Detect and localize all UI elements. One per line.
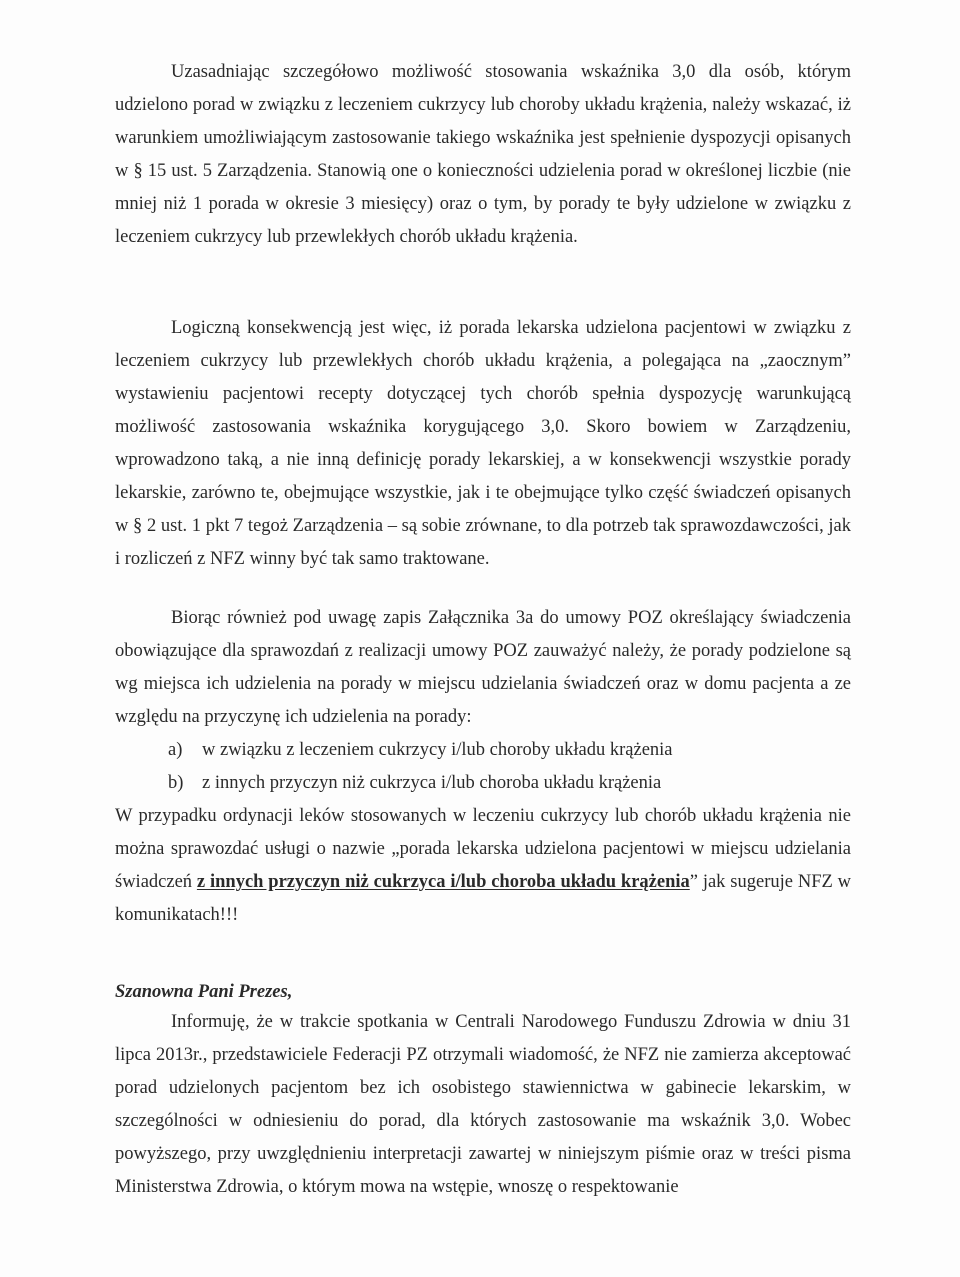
advice-types-list [168, 734, 848, 800]
paragraph-meeting-info [115, 1006, 851, 1204]
paragraph-justification [115, 56, 851, 254]
paragraph-text: Uzasadniając szczegółowo możliwość stosowania wskaźnika 3,0 dla osób, którym udzielono porad w związku z leczeniem cukrzycy lub choroby układu krążenia, należy wskazać, iż warunkiem umożliwiającym zastosowanie takiego wskaźnika jest spełnienie dyspozycji opisanych w § 15 ust. 5 Zarządzenia. Stanowią one o konieczności udzielenia porad w określonej liczbie (nie mniej niż 1 porada w okresie 3 miesięcy) oraz o tym, by porady te były udzielone w związku z leczeniem cukrzycy lub przewlekłych chorób układu krążenia. [115, 62, 851, 247]
list-item-text: w związku z leczeniem cukrzycy i/lub choroby układu krążenia [202, 740, 673, 760]
paragraph-prescription [115, 800, 851, 932]
paragraph-logical-consequence [115, 312, 851, 576]
list-item-text: z innych przyczyn niż cukrzyca i/lub choroba układu krążenia [202, 773, 662, 793]
list-marker: a) [168, 740, 183, 760]
salutation: Szanowna Pani Prezes, [115, 982, 293, 1002]
paragraph-text [115, 800, 851, 932]
paragraph-annex-3a [115, 602, 851, 734]
paragraph-text-end: ” jak sugeruje NFZ w komunikatach!!! [115, 872, 851, 925]
list-item [168, 734, 848, 767]
list-item [168, 767, 848, 800]
paragraph-text: Informuję, że w trakcie spotkania w Centrali Narodowego Funduszu Zdrowia w dniu 31 lipca 2013r., przedstawiciele Federacji PZ otrzymali wiadomość, że NFZ nie zamierza akceptować porad udzielonych pacjentom bez ich osobistego stawiennictwa w gabinecie lekarskim, w szczególności w odniesieniu do porad, dla których zastosowanie ma wskaźnik 3,0. Wobec powyższego, przy uwzględnieniu interpretacji zawartej w niniejszym piśmie oraz w treści pisma Ministerstwa Zdrowia, o którym mowa na wstępie, wnoszę o respektowanie [115, 1012, 851, 1197]
list-marker: b) [168, 773, 184, 793]
paragraph-text: Logiczną konsekwencją jest więc, iż porada lekarska udzielona pacjentowi w związku z leczeniem cukrzycy lub przewlekłych chorób układu krążenia, a polegająca na „zaocznym” wystawieniu pacjentowi recepty dotyczącej tych chorób spełnia dyspozycję warunkującą możliwość zastosowania wskaźnika korygującego 3,0. Skoro bowiem w Zarządzeniu, wprowadzono taką, a nie inną definicję porady lekarskiej, a w konsekwencji wszystkie porady lekarskie, zarówno te, obejmujące wszystkie, jak i te obejmujące tylko część świadczeń opisanych w § 2 ust. 1 pkt 7 tegoż Zarządzenia – są sobie zrównane, to dla potrzeb tak sprawozdawczości, jak i rozliczeń z NFZ winny być tak samo traktowane. [115, 318, 851, 569]
emphasized-phrase: z innych przyczyn niż cukrzyca i/lub choroba układu krążenia [196, 872, 690, 892]
paragraph-text: Biorąc również pod uwagę zapis Załącznika 3a do umowy POZ określający świadczenia obowiązujące dla sprawozdań z realizacji umowy POZ zauważyć należy, że porady podzielone są wg miejsca ich udzielenia na porady w miejscu udzielania świadczeń oraz w domu pacjenta a ze względu na przyczynę ich udzielenia na porady: [115, 608, 851, 727]
paragraph-text-start: W przypadku ordynacji leków stosowanych w leczeniu cukrzycy lub chorób układu krążenia nie można sprawozdać usługi o nazwie „porada lekarska udzielona pacjentowi w miejscu udzielania świadczeń [115, 806, 851, 892]
